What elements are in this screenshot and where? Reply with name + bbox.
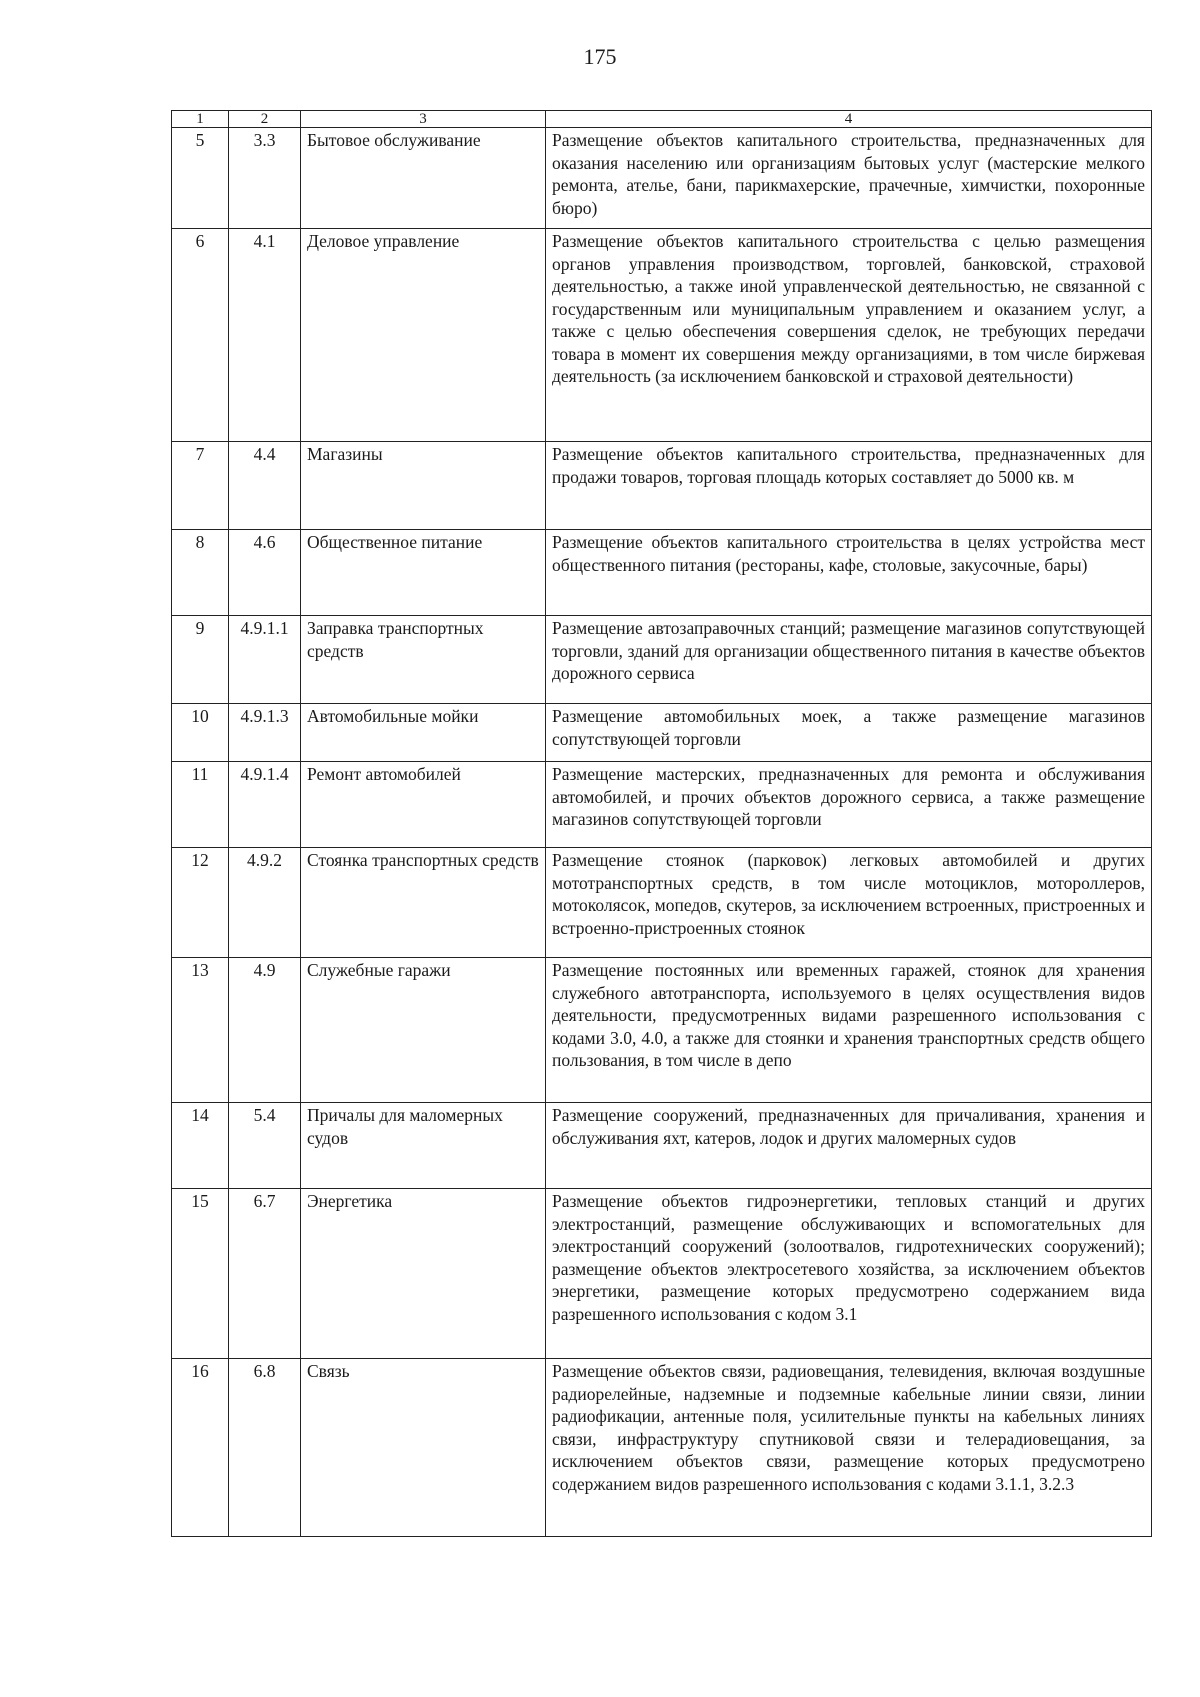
row-number: 14 (172, 1103, 229, 1189)
row-number: 9 (172, 616, 229, 704)
land-use-table (171, 110, 1152, 1537)
row-number: 7 (172, 442, 229, 530)
use-description: Размещение постоянных или временных гаражей, стоянок для хранения служебного автотранспорта, используемого в целях осуществления видов деятельности, предусмотренных видами разрешенного использования с кодами 3.0, 4.0, а также для стоянки и хранения транспортных средств общего пользования, в том числе в депо (546, 958, 1152, 1103)
use-description: Размещение объектов связи, радиовещания, телевидения, включая воздушные радиорелейные, надземные и подземные кабельные линии связи, линии радиофикации, антенные поля, усилительные пункты на кабельных линиях связи, инфраструктуру спутниковой связи и телерадиовещания, за исключением объектов связи, размещение которых предусмотрено содержанием видов разрешенного использования с кодами 3.1.1, 3.2.3 (546, 1359, 1152, 1537)
use-name: Автомобильные мойки (301, 704, 546, 762)
table-row (172, 848, 1152, 958)
header-col-4: 4 (546, 111, 1152, 128)
page-number: 175 (583, 44, 617, 69)
row-number: 5 (172, 128, 229, 229)
use-code: 4.9.1.1 (229, 616, 301, 704)
use-code: 4.9.1.3 (229, 704, 301, 762)
row-number: 15 (172, 1189, 229, 1359)
row-number: 11 (172, 762, 229, 848)
use-description: Размещение автомобильных моек, а также размещение магазинов сопутствующей торговли (546, 704, 1152, 762)
table-row (172, 1189, 1152, 1359)
use-description: Размещение объектов капитального строительства с целью размещения органов управления производством, торговлей, банковской, страховой деятельностью, а также иной управленческой деятельностью, не связанной с государственным или муниципальным управлением и оказанием услуг, а также с целью обеспечения совершения сделок, не требующих передачи товара в момент их совершения между организациями, в том числе биржевая деятельность (за исключением банковской и страховой деятельности) (546, 229, 1152, 442)
use-code: 6.8 (229, 1359, 301, 1537)
header-col-3: 3 (301, 111, 546, 128)
use-name: Энергетика (301, 1189, 546, 1359)
use-name: Стоянка транспортных средств (301, 848, 546, 958)
row-number: 12 (172, 848, 229, 958)
use-name: Причалы для маломерных судов (301, 1103, 546, 1189)
row-number: 10 (172, 704, 229, 762)
row-number: 8 (172, 530, 229, 616)
use-description: Размещение объектов капитального строительства в целях устройства мест общественного питания (рестораны, кафе, столовые, закусочные, бары) (546, 530, 1152, 616)
use-name: Бытовое обслуживание (301, 128, 546, 229)
use-name: Общественное питание (301, 530, 546, 616)
row-number: 16 (172, 1359, 229, 1537)
table-row (172, 704, 1152, 762)
table-row (172, 530, 1152, 616)
table-row (172, 762, 1152, 848)
use-code: 4.9.2 (229, 848, 301, 958)
use-code: 3.3 (229, 128, 301, 229)
use-name: Связь (301, 1359, 546, 1537)
use-code: 4.6 (229, 530, 301, 616)
table-row (172, 958, 1152, 1103)
use-description: Размещение мастерских, предназначенных для ремонта и обслуживания автомобилей, и прочих объектов дорожного сервиса, а также размещение магазинов сопутствующей торговли (546, 762, 1152, 848)
header-col-2: 2 (229, 111, 301, 128)
use-code: 6.7 (229, 1189, 301, 1359)
use-description: Размещение объектов капитального строительства, предназначенных для оказания населению или организациям бытовых услуг (мастерские мелкого ремонта, ателье, бани, парикмахерские, прачечные, химчистки, похоронные бюро) (546, 128, 1152, 229)
table-row (172, 229, 1152, 442)
use-code: 4.1 (229, 229, 301, 442)
header-col-1: 1 (172, 111, 229, 128)
use-name: Служебные гаражи (301, 958, 546, 1103)
table-row (172, 442, 1152, 530)
use-code: 4.9 (229, 958, 301, 1103)
use-name: Ремонт автомобилей (301, 762, 546, 848)
table-row (172, 128, 1152, 229)
use-code: 4.9.1.4 (229, 762, 301, 848)
use-description: Размещение объектов капитального строительства, предназначенных для продажи товаров, торговая площадь которых составляет до 5000 кв. м (546, 442, 1152, 530)
table-row (172, 616, 1152, 704)
use-description: Размещение автозаправочных станций; размещение магазинов сопутствующей торговли, зданий для организации общественного питания в качестве объектов дорожного сервиса (546, 616, 1152, 704)
use-name: Деловое управление (301, 229, 546, 442)
use-code: 5.4 (229, 1103, 301, 1189)
use-description: Размещение сооружений, предназначенных для причаливания, хранения и обслуживания яхт, катеров, лодок и других маломерных судов (546, 1103, 1152, 1189)
use-name: Заправка транспортных средств (301, 616, 546, 704)
use-name: Магазины (301, 442, 546, 530)
use-description: Размещение объектов гидроэнергетики, тепловых станций и других электростанций, размещение обслуживающих и вспомогательных для электростанций сооружений (золоотвалов, гидротехнических сооружений); размещение объектов электросетевого хозяйства, за исключением объектов энергетики, размещение которых предусмотрено содержанием вида разрешенного использования с кодом 3.1 (546, 1189, 1152, 1359)
row-number: 13 (172, 958, 229, 1103)
use-description: Размещение стоянок (парковок) легковых автомобилей и других мототранспортных средств, в том числе мотоциклов, мотороллеров, мотоколясок, мопедов, скутеров, за исключением встроенных, пристроенных и встроенно-пристроенных стоянок (546, 848, 1152, 958)
table-row (172, 1103, 1152, 1189)
row-number: 6 (172, 229, 229, 442)
header-row (172, 111, 1152, 128)
table-row (172, 1359, 1152, 1537)
use-code: 4.4 (229, 442, 301, 530)
